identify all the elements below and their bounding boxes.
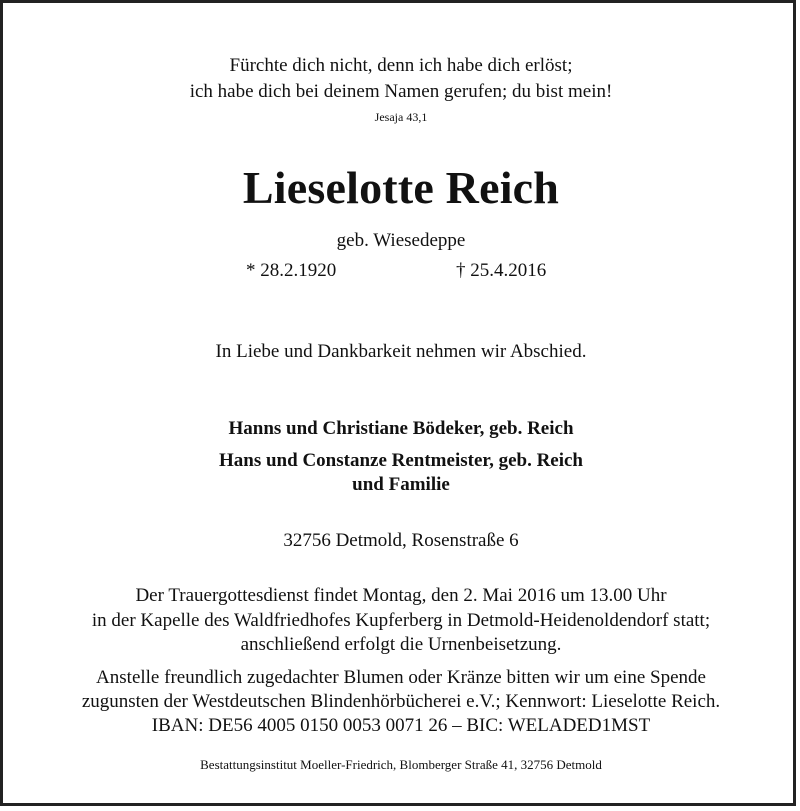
maiden-name: geb. Wiesedeppe bbox=[336, 230, 466, 251]
birth-date: * 28.2.1920 bbox=[246, 260, 337, 281]
verse-line-2: ich habe dich bei deinem Namen gerufen; du bist mein! bbox=[189, 81, 613, 102]
farewell-text: In Liebe und Dankbarkeit nehmen wir Abschied. bbox=[215, 341, 587, 362]
donation-line-1: Anstelle freundlich zugedachter Blumen oder Kränze bitten wir um eine Spende bbox=[96, 667, 706, 688]
undertaker-text: Bestattungsinstitut Moeller-Friedrich, Blomberger Straße 41, 32756 Detmold bbox=[200, 757, 602, 772]
verse-reference: Jesaja 43,1 bbox=[374, 110, 428, 124]
donation-line-2: zugunsten der Westdeutschen Blindenhörbücherei e.V.; Kennwort: Lieselotte Reich. bbox=[81, 691, 721, 712]
mourner-line-1: Hanns und Christiane Bödeker, geb. Reich bbox=[228, 418, 574, 439]
service-line-3: anschließend erfolgt die Urnenbeisetzung. bbox=[240, 634, 562, 655]
service-line-1: Der Trauergottesdienst findet Montag, den 2. Mai 2016 um 13.00 Uhr bbox=[135, 585, 667, 606]
verse-line-1: Fürchte dich nicht, denn ich habe dich erlöst; bbox=[229, 55, 573, 76]
donation-line-3: IBAN: DE56 4005 0150 0053 0071 26 – BIC: WELADED1MST bbox=[151, 715, 651, 736]
deceased-name: Lieselotte Reich bbox=[242, 162, 560, 213]
address-text: 32756 Detmold, Rosenstraße 6 bbox=[283, 530, 519, 551]
mourner-line-2: Hans und Constanze Rentmeister, geb. Reich bbox=[219, 450, 583, 471]
death-date: † 25.4.2016 bbox=[456, 260, 547, 281]
service-line-2: in der Kapelle des Waldfriedhofes Kupferberg in Detmold-Heidenoldendorf statt; bbox=[91, 610, 711, 631]
mourner-line-3: und Familie bbox=[352, 474, 450, 495]
